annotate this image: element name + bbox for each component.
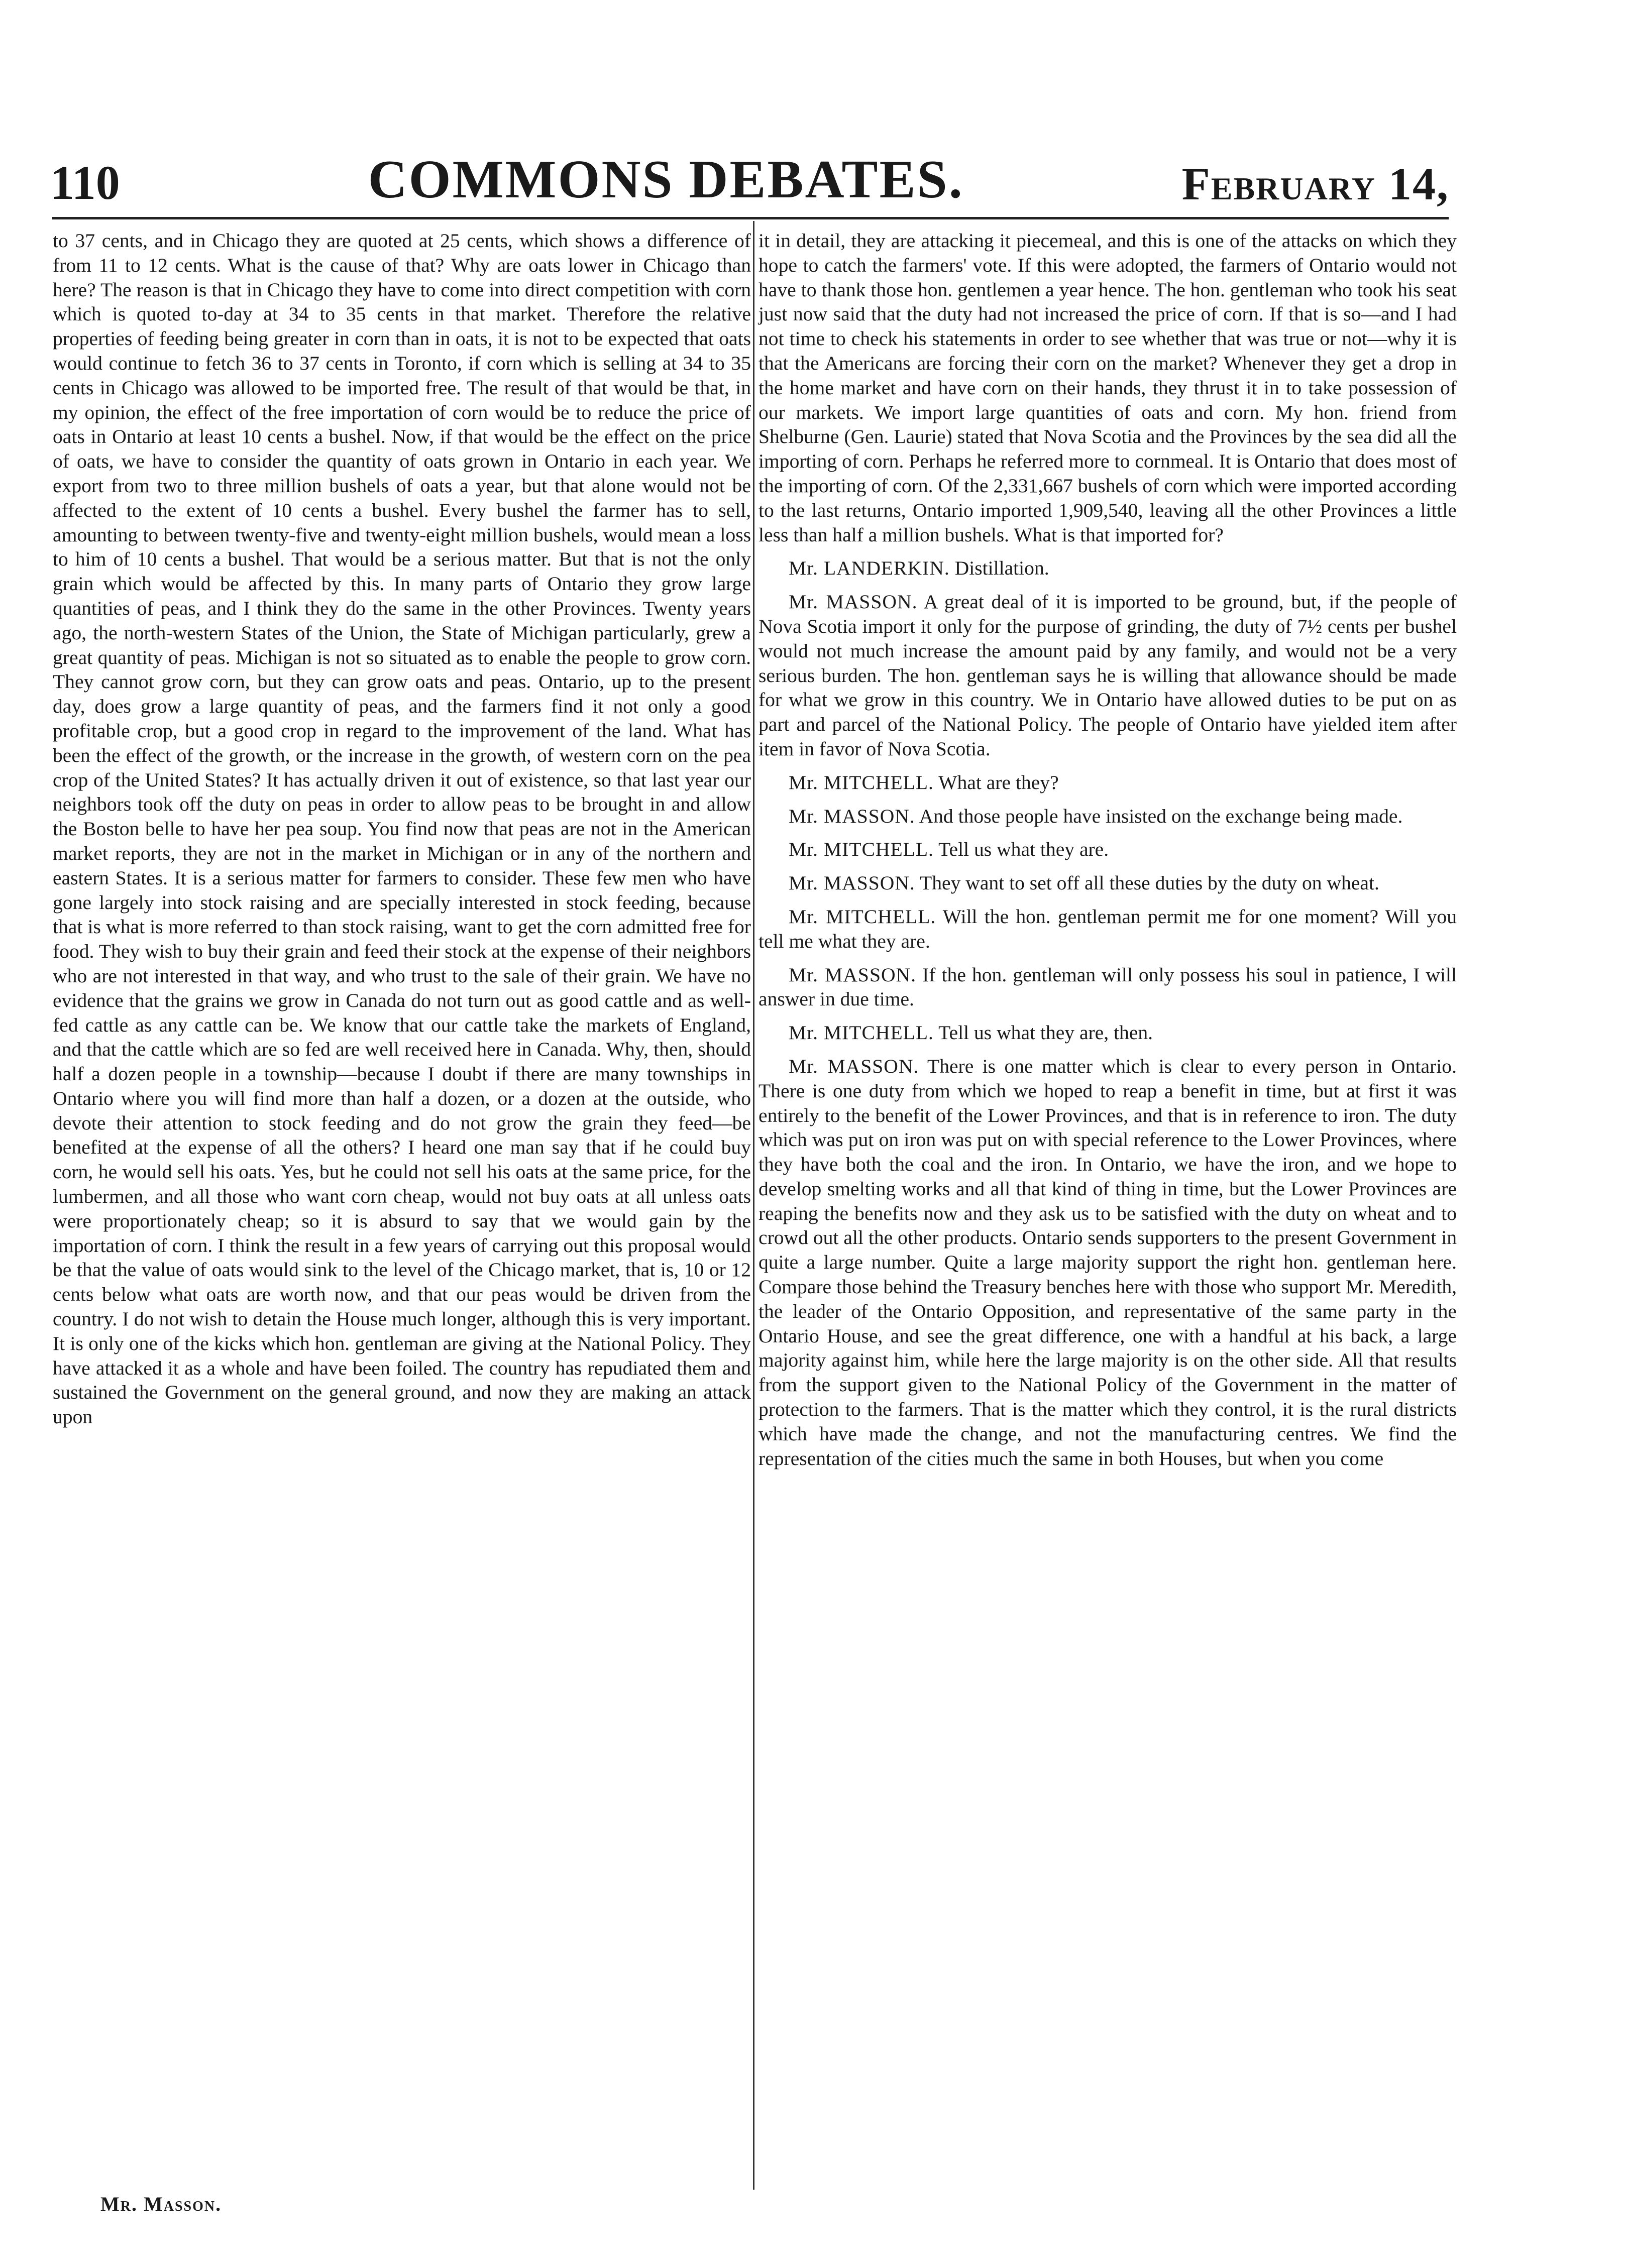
speaker-name: Mr. MITCHELL. xyxy=(789,905,936,928)
speaker-name: Mr. MASSON. xyxy=(789,591,918,613)
header-rule xyxy=(52,217,1449,219)
header-date: February 14, xyxy=(1181,158,1449,209)
column-divider xyxy=(753,221,754,2190)
speech-mitchell-3 xyxy=(759,904,1457,954)
left-column-text: to 37 cents, and in Chicago they are quoted at 25 cents, which shows a difference of from 11 to 12 cents. What is the cause of that? Why are oats lower in Chicago than here? The reason is that in Chicago they have to come into direct competition with corn which is quoted to-day at 34 to 35 cents in that market. Therefore the relative properties of feeding being greater in corn than in oats, it is not to be expected that oats would continue to fetch 36 to 37 cents in Toronto, if corn which is selling at 34 to 35 cents in Chicago was allowed to be imported free. The result of that would be that, in my opinion, the effect of the free importation of corn would be to reduce the price of oats in Ontario at least 10 cents a bushel. Now, if that would be the effect on the price of oats, we have to consider the quantity of oats grown in Ontario in each year. We export from two to three million bushels of oats a year, but that alone would not be affected to the extent of 10 cents a bushel. Every bushel the farmer has to sell, amounting to between twenty-five and twenty-eight million bushels, would mean a loss to him of 10 cents a bushel. That would be a serious matter. But that is not the only grain which would be affected by this. In many parts of Ontario they grow large quantities of peas, and I think they do the same in the other Provinces. Twenty years ago, the north-western States of the Union, the State of Michigan particularly, grew a great quantity of peas. Michigan is not so situated as to enable the people to grow corn. They cannot grow corn, but they can grow oats and peas. Ontario, up to the present day, does grow a large quantity of peas, and the farmers find it not only a good profitable crop, but a good crop in regard to the improvement of the land. What has been the effect of the growth, or the increase in the growth, of western corn on the pea crop of the United States? It has actually driven it out of existence, so that last year our neighbors took off the duty on peas in order to allow peas to be brought in and allow the Boston belle to have her pea soup. You find now that peas are not in the American market reports, they are not in the market in Michigan or in any of the northern and eastern States. It is a serious matter for farmers to consider. These few men who have gone largely into stock raising and are specially interested in stock feeding, because that is what is more referred to than stock raising, want to get the corn admitted free for food. They wish to buy their grain and feed their stock at the expense of their neighbors who are not interested in that way, and who trust to the sale of their grain. We have no evidence that the grains we grow in Canada do not turn out as good cattle and as well-fed cattle as any cattle can be. We know that our cattle take the markets of England, and that the cattle which are so fed are well received here in Canada. Why, then, should half a dozen people in a township—because I doubt if there are many townships in Ontario where you will find more than half a dozen, or a dozen at the outside, who devote their attention to stock feeding and do not grow the grain they feed—be benefited at the expense of all the others? I heard one man say that if he could buy corn, he would sell his oats. Yes, but he could not sell his oats at the same price, for the lumbermen, and all those who want corn cheap, would not buy oats at all unless oats were proportionately cheap; so it is absurd to say that we would gain by the importation of corn. I think the result in a few years of carrying out this proposal would be that the value of oats would sink to the level of the Chicago market, that is, 10 or 12 cents below what oats are worth now, and that our peas would be driven from the country. I do not wish to detain the House much longer, although this is very important. It is only one of the kicks which hon. gentleman are giving at the National Policy. They have attacked it as a whole and have been foiled. The country has repudiated them and sustained the Government on the general ground, and now they are making an attack upon xyxy=(53,230,751,1428)
speaker-name: Mr. MITCHELL. xyxy=(789,1022,934,1044)
right-column-opening-text: it in detail, they are attacking it piecemeal, and this is one of the attacks on which they hope to catch the farmers' vote. If this were adopted, the farmers of Ontario would not have to thank those hon. gentlemen a year hence. The hon. gentleman who took his seat just now said that the duty had not increased the price of corn. If that is so—and I had not time to check his statements in order to see whether that was true or not—why it is that the Americans are forcing their corn on the market? Whenever they get a drop in the home market and have corn on their hands, they thrust it in to take possession of our markets. We import large quantities of oats and corn. My hon. friend from Shelburne (Gen. Laurie) stated that Nova Scotia and the Provinces by the sea did all the importing of corn. Perhaps he referred more to cornmeal. It is Ontario that does most of the importing of corn. Of the 2,331,667 bushels of corn which were imported according to the last returns, Ontario imported 1,909,540, leaving all the other Provinces a little less than half a million bushels. What is that imported for? xyxy=(759,230,1457,546)
speech-text: There is one matter which is clear to every person in Ontario. There is one duty from which we hoped to reap a benefit in time, but at first it was entirely to the benefit of the Lower Provinces, and that is in reference to iron. The duty which was put on iron was put on with special reference to the Lower Provinces, where they have both the coal and the iron. In Ontario, we have the iron, and we hope to develop smelting works and all that kind of thing in time, but the Lower Provinces are reaping the benefits now and they ask us to be satisfied with the duty on wheat and to crowd out all the other products. Ontario sends supporters to the present Government in quite a large number. Quite a large majority support the right hon. gentleman here. Compare those behind the Treasury benches here with those who support Mr. Meredith, the leader of the Ontario Opposition, and representative of the same party in the Ontario House, and see the great difference, one with a handful at his back, a large majority against him, while here the large majority is on the other side. All that results from the support given to the National Policy of the Government in the matter of protection to the farmers. That is the matter which they control, it is the rural districts which have made the change, and not the manufacturing centres. We find the representation of the cities much the same in both Houses, but when you come xyxy=(759,1055,1457,1469)
footer-speaker-label: Mr. Masson. xyxy=(100,2193,222,2215)
speaker-name: Mr. MITCHELL. xyxy=(789,838,934,861)
speech-landerkin-1 xyxy=(759,556,1457,581)
speaker-name: Mr. MASSON. xyxy=(789,1055,919,1077)
speech-text: A great deal of it is imported to be ground, but, if the people of Nova Scotia import it only for the purpose of grinding, the duty of 7½ cents per bushel would not much increase the amount paid by any family, and would not be a very serious burden. The hon. gentleman says he is willing that allowance should be made for what we grow in this country. We in Ontario have allowed duties to be put on as part and parcel of the National Policy. The people of Ontario have yielded item after item in favor of Nova Scotia. xyxy=(759,591,1457,760)
speech-mitchell-4 xyxy=(759,1020,1457,1045)
speech-masson-1 xyxy=(759,590,1457,761)
speech-text: Will the hon. gentleman permit me for one moment? Will you tell me what they are. xyxy=(759,905,1457,952)
speaker-name: Mr. MASSON. xyxy=(789,805,915,827)
speech-masson-3 xyxy=(759,871,1457,895)
speaker-name: Mr. MITCHELL. xyxy=(789,771,934,793)
speech-masson-4 xyxy=(759,963,1457,1012)
speech-masson-2 xyxy=(759,804,1457,829)
running-title: COMMONS DEBATES. xyxy=(368,150,964,209)
left-column xyxy=(53,229,751,1429)
speaker-name: Mr. MASSON. xyxy=(789,872,915,894)
speech-text: Distillation. xyxy=(954,557,1049,580)
speech-text: If the hon. gentleman will only possess his soul in patience, I will answer in due time. xyxy=(759,963,1457,1010)
speech-text: They want to set off all these duties by the duty on wheat. xyxy=(920,872,1379,894)
speech-text: Tell us what they are. xyxy=(938,838,1109,861)
speaker-name: Mr. LANDERKIN. xyxy=(789,557,950,580)
speaker-name: Mr. MASSON. xyxy=(789,963,917,986)
speech-mitchell-1 xyxy=(759,770,1457,795)
page-header xyxy=(50,132,1449,207)
speech-mitchell-2 xyxy=(759,837,1457,862)
page-number: 110 xyxy=(50,156,120,209)
speech-text: Tell us what they are, then. xyxy=(938,1022,1153,1044)
speech-text: And those people have insisted on the exchange being made. xyxy=(919,805,1403,827)
speech-masson-5 xyxy=(759,1054,1457,1471)
right-column xyxy=(759,229,1457,1470)
speech-text: What are they? xyxy=(938,771,1059,793)
